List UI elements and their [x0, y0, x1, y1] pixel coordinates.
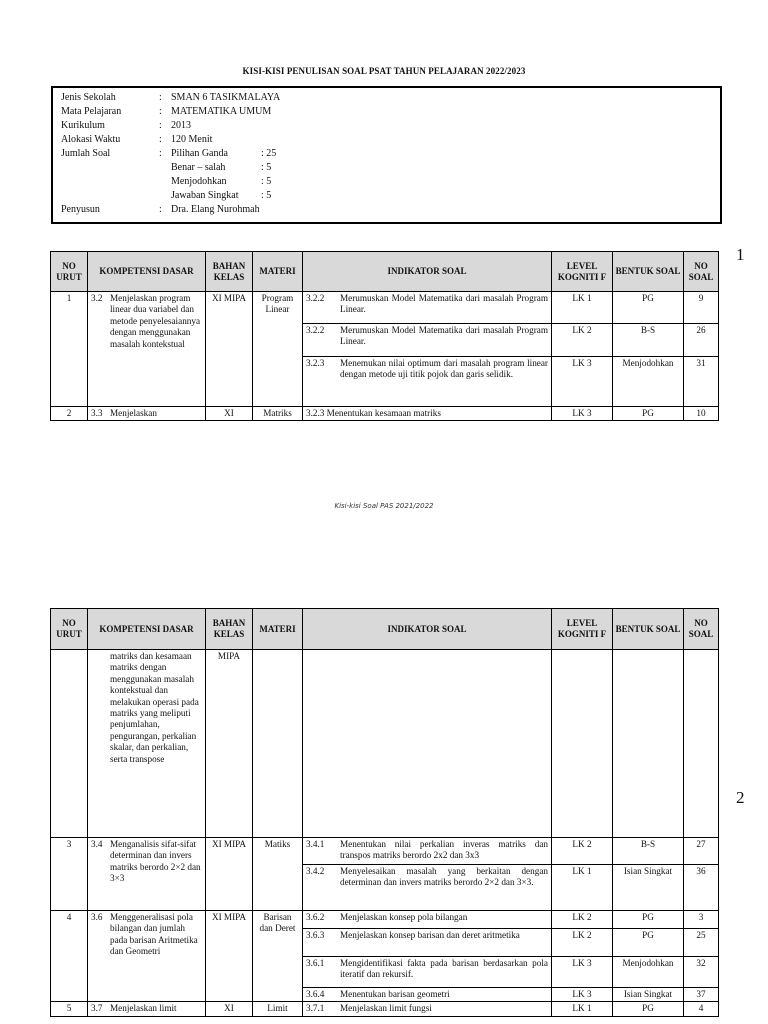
header-bahan-kelas: BAHAN KELAS: [206, 609, 253, 650]
info-value: 120 Menit: [171, 134, 213, 145]
cell-bentuk: Menjodohkan: [613, 357, 684, 407]
cell-indikator: [303, 324, 552, 357]
school-info-box: [51, 86, 722, 224]
cell-no-urut: 5: [51, 1002, 88, 1016]
header-kompetensi-dasar: KOMPETENSI DASAR: [88, 252, 206, 292]
cell-kompetensi-dasar: [88, 292, 206, 407]
info-label: Mata Pelajaran: [61, 106, 122, 117]
indikator-number: 3.4.1: [306, 839, 325, 849]
cell-level: LK 1: [552, 865, 613, 911]
info-row-mata-pelajaran: [61, 105, 712, 119]
info-label: Kurikulum: [61, 120, 105, 131]
cell-no-soal: 37: [684, 988, 719, 1002]
indikator-number: 3.6.3: [306, 930, 325, 940]
cell-bahan-kelas: XI MIPA: [206, 911, 253, 1002]
kd-text: Menganalisis sifat-sifat determinan dan invers matriks berordo 2×2 dan 3×3: [110, 839, 201, 884]
indikator-number: 3.4.2: [306, 866, 325, 876]
jumlah-soal-item-value: : 5: [261, 162, 272, 173]
info-colon: :: [159, 148, 162, 159]
cell-bentuk: B-S: [613, 324, 684, 357]
kd-indent: [91, 651, 110, 765]
cell-indikator: [303, 357, 552, 407]
cell-bahan-kelas: XI MIPA: [206, 292, 253, 407]
info-value: 2013: [171, 120, 191, 131]
cell-kompetensi-dasar: [88, 407, 206, 421]
header-bahan-kelas: BAHAN KELAS: [206, 252, 253, 292]
table-row: [51, 650, 719, 838]
header-bentuk-soal: BENTUK SOAL: [613, 252, 684, 292]
cell-bentuk: PG: [613, 292, 684, 324]
kd-number: 3.4: [91, 839, 103, 849]
cell-no-urut: 1: [51, 292, 88, 407]
table-row: [51, 911, 719, 929]
table-header-row: [51, 609, 719, 650]
table-header-row: [51, 252, 719, 292]
info-colon: :: [159, 204, 162, 215]
cell-no-urut: [51, 650, 88, 838]
cell-bentuk: PG: [613, 407, 684, 421]
kd-number: 3.3: [91, 408, 103, 418]
jumlah-soal-item-value: : 5: [261, 190, 272, 201]
cell-materi: Barisan dan Deret: [253, 911, 303, 1002]
cell-materi: Program Linear: [253, 292, 303, 407]
indikator-number: 3.6.1: [306, 958, 325, 968]
info-row-kurikulum: [61, 119, 712, 133]
cell-indikator: [303, 650, 552, 838]
cell-bentuk: [613, 650, 684, 838]
jumlah-soal-item-value: : 25: [261, 148, 277, 159]
jumlah-soal-item-value: : 5: [261, 176, 272, 187]
cell-level: LK 3: [552, 957, 613, 988]
kisi-kisi-table-page-2: [50, 608, 719, 1017]
info-row-jumlah-soal: [61, 147, 712, 161]
cell-no-urut: 2: [51, 407, 88, 421]
indikator-text: Merumuskan Model Matematika dari masalah Program Linear.: [340, 325, 548, 347]
cell-no-soal: 26: [684, 324, 719, 357]
cell-kompetensi-dasar: [88, 911, 206, 1002]
cell-level: LK 3: [552, 407, 613, 421]
header-no-soal: NO SOAL: [684, 609, 719, 650]
header-kompetensi-dasar: KOMPETENSI DASAR: [88, 609, 206, 650]
page-footer: Kisi-kisi Soal PAS 2021/2022: [334, 502, 434, 510]
info-colon: :: [159, 92, 162, 103]
cell-level: LK 2: [552, 324, 613, 357]
table-row: [51, 838, 719, 865]
info-label: Alokasi Waktu: [61, 134, 121, 145]
cell-no-soal: 9: [684, 292, 719, 324]
header-indikator-soal: INDIKATOR SOAL: [303, 609, 552, 650]
cell-materi: Limit: [253, 1002, 303, 1016]
cell-indikator: [303, 988, 552, 1002]
cell-materi: Matiks: [253, 838, 303, 911]
cell-indikator: [303, 929, 552, 957]
indikator-text: Menyelesaikan masalah yang berkaitan dengan determinan dan invers matriks berordo 2×2 dan 3×3.: [340, 866, 548, 888]
cell-no-soal: 36: [684, 865, 719, 911]
kd-text: matriks dan kesamaan matriks dengan menggunakan masalah kontekstual dan melakukan operasi pada matriks yang meliputi penjumlahan, pengurangan, perkalian skalar, dan perkalian, serta transpose: [110, 651, 199, 764]
document-title: KISI-KISI PENULISAN SOAL PSAT TAHUN PELAJARAN 2022/2023: [242, 66, 526, 76]
jumlah-soal-item-label: Jawaban Singkat: [171, 190, 239, 201]
cell-bentuk: Menjodohkan: [613, 957, 684, 988]
cell-no-soal: 27: [684, 838, 719, 865]
info-value: MATEMATIKA UMUM: [171, 106, 272, 117]
info-label: Jenis Sekolah: [61, 92, 116, 103]
indikator-number: 3.2.3: [306, 358, 325, 368]
kd-number: 3.7: [91, 1003, 103, 1014]
cell-level: LK 3: [552, 988, 613, 1002]
cell-no-soal: 31: [684, 357, 719, 407]
cell-indikator: [303, 292, 552, 324]
cell-indikator: [303, 957, 552, 988]
header-bentuk-soal: BENTUK SOAL: [613, 609, 684, 650]
cell-bahan-kelas: XI: [206, 407, 253, 421]
jumlah-soal-item: [171, 161, 712, 175]
cell-bentuk: Isian Singkat: [613, 865, 684, 911]
indikator-number: 3.7.1: [306, 1003, 325, 1014]
page-number: 1: [736, 245, 745, 264]
cell-bentuk: B-S: [613, 838, 684, 865]
indikator-text: Menjelaskan konsep pola bilangan: [340, 912, 468, 922]
table-row: [51, 407, 719, 421]
cell-materi: [253, 650, 303, 838]
cell-indikator: [303, 865, 552, 911]
info-colon: :: [159, 120, 162, 131]
cell-level: LK 1: [552, 292, 613, 324]
info-value: Dra. Elang Nurohmah: [171, 204, 260, 215]
cell-no-soal: [684, 650, 719, 838]
info-colon: :: [159, 106, 162, 117]
cell-kompetensi-dasar: [88, 1002, 206, 1016]
cell-bahan-kelas: XI MIPA: [206, 838, 253, 911]
jumlah-soal-item-label: Pilihan Ganda: [171, 148, 228, 159]
indikator-text: Menjelaskan konsep barisan dan deret aritmetika: [340, 930, 520, 940]
header-materi: MATERI: [253, 609, 303, 650]
cell-level: LK 1: [552, 1002, 613, 1016]
header-no-urut: NO URUT: [51, 609, 88, 650]
indikator-number: 3.6.4: [306, 989, 325, 999]
info-label: Jumlah Soal: [61, 148, 111, 159]
kd-text: Menjelaskan limit: [110, 1003, 177, 1014]
info-row-penyusun: [61, 203, 712, 217]
cell-bentuk: Isian Singkat: [613, 988, 684, 1002]
cell-materi: Matriks: [253, 407, 303, 421]
cell-no-soal: 4: [684, 1002, 719, 1016]
cell-no-soal: 25: [684, 929, 719, 957]
jumlah-soal-item: [171, 175, 712, 189]
indikator-text: Mengidentifikasi fakta pada barisan berdasarkan pola iteratif dan rekursif.: [340, 958, 548, 980]
indikator-number: 3.2.3: [306, 408, 325, 418]
indikator-number: 3.2.2: [306, 293, 325, 303]
kd-number: 3.2: [91, 293, 103, 303]
info-row-jenis-sekolah: [61, 91, 712, 105]
cell-bentuk: PG: [613, 1002, 684, 1016]
cell-level: LK 2: [552, 838, 613, 865]
cell-no-urut: 4: [51, 911, 88, 1002]
info-value: SMAN 6 TASIKMALAYA: [171, 92, 281, 103]
cell-level: LK 2: [552, 929, 613, 957]
indikator-text: Menentukan kesamaan matriks: [326, 408, 441, 418]
kd-number: 3.6: [91, 912, 103, 922]
indikator-text: Menentukan barisan geometri: [340, 989, 450, 999]
header-no-soal: NO SOAL: [684, 252, 719, 292]
cell-kompetensi-dasar: [88, 838, 206, 911]
kd-text: Menjelaskan: [110, 408, 157, 418]
kd-text: Menjelaskan program linear dua variabel dan metode penyelesaiannya dengan menggunakan masalah kontekstual: [110, 293, 201, 349]
cell-indikator: [303, 1002, 552, 1016]
cell-bahan-kelas: MIPA: [206, 650, 253, 838]
cell-indikator: [303, 838, 552, 865]
info-row-alokasi-waktu: [61, 133, 712, 147]
table-row: [51, 1002, 719, 1016]
header-materi: MATERI: [253, 252, 303, 292]
header-no-urut: NO URUT: [51, 252, 88, 292]
page-number: 2: [736, 788, 745, 807]
kd-text: Menggeneralisasi pola bilangan dan jumlah pada barisan Aritmetika dan Geometri: [110, 912, 198, 957]
header-indikator-soal: INDIKATOR SOAL: [303, 252, 552, 292]
cell-bentuk: PG: [613, 929, 684, 957]
cell-no-soal: 3: [684, 911, 719, 929]
info-label: Penyusun: [61, 204, 100, 215]
indikator-text: Menentukan nilai perkalian inveras matriks dan transpos matriks berordo 2x2 dan 3x3: [340, 839, 548, 861]
cell-level: [552, 650, 613, 838]
cell-bahan-kelas: XI: [206, 1002, 253, 1016]
info-colon: :: [159, 134, 162, 145]
cell-bentuk: PG: [613, 911, 684, 929]
cell-no-soal: 10: [684, 407, 719, 421]
cell-kompetensi-dasar: [88, 650, 206, 838]
header-level-kognitif: LEVEL KOGNITI F: [552, 609, 613, 650]
cell-no-urut: 3: [51, 838, 88, 911]
table-row: [51, 292, 719, 324]
indikator-text: Merumuskan Model Matematika dari masalah Program Linear.: [340, 293, 548, 315]
cell-level: LK 2: [552, 911, 613, 929]
jumlah-soal-item-label: Menjodohkan: [171, 176, 227, 187]
cell-indikator: [303, 407, 552, 421]
kisi-kisi-table-page-1: [50, 251, 719, 421]
indikator-text: Menemukan nilai optimum dari masalah program linear dengan metode uji titik pojok dan garis selidik.: [340, 358, 548, 380]
jumlah-soal-item-label: Benar – salah: [171, 162, 226, 173]
cell-level: LK 3: [552, 357, 613, 407]
header-level-kognitif: LEVEL KOGNITI F: [552, 252, 613, 292]
jumlah-soal-item: [171, 189, 712, 203]
cell-no-soal: 32: [684, 957, 719, 988]
indikator-number: 3.2.2: [306, 325, 325, 335]
indikator-number: 3.6.2: [306, 912, 325, 922]
indikator-text: Menjelaskan limit fungsi: [340, 1003, 432, 1014]
cell-indikator: [303, 911, 552, 929]
